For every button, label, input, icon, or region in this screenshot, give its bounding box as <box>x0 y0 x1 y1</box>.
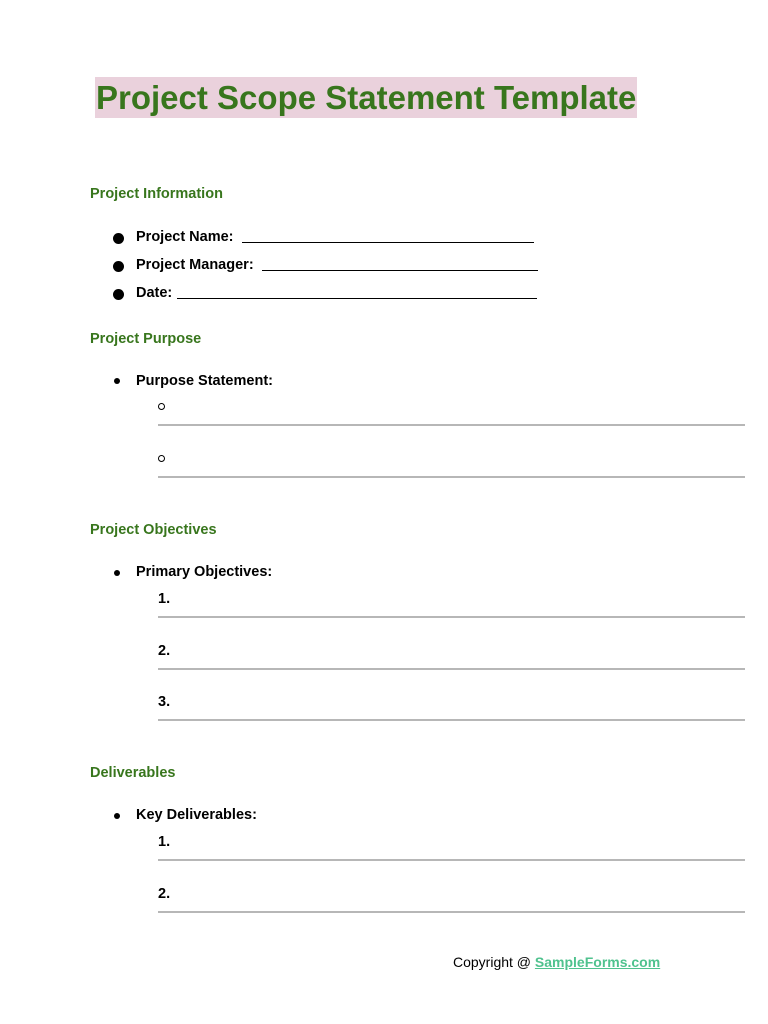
copyright-footer <box>453 953 660 971</box>
objective-line-3[interactable] <box>158 719 745 721</box>
bullet-icon <box>113 233 124 244</box>
copyright-prefix: Copyright @ <box>453 954 535 970</box>
label-project-name: Project Name: <box>136 229 234 245</box>
objective-number-3: 3. <box>158 694 171 710</box>
heading-project-objectives: Project Objectives <box>90 522 217 538</box>
objective-number-1: 1. <box>158 591 171 607</box>
sampleforms-link[interactable]: SampleForms.com <box>534 954 661 970</box>
objective-line-2[interactable] <box>158 668 745 670</box>
purpose-line-1[interactable] <box>158 424 745 426</box>
heading-project-purpose: Project Purpose <box>90 331 202 347</box>
label-date: Date: <box>136 285 173 301</box>
circle-bullet-icon <box>158 455 165 462</box>
bullet-icon <box>114 570 120 576</box>
label-key-deliverables: Key Deliverables: <box>136 807 257 823</box>
deliverable-line-1[interactable] <box>158 859 745 861</box>
label-project-manager: Project Manager: <box>136 257 254 273</box>
project-manager-blank[interactable] <box>262 270 538 271</box>
deliverable-line-2[interactable] <box>158 911 745 913</box>
heading-deliverables: Deliverables <box>90 765 176 781</box>
label-primary-objectives: Primary Objectives: <box>136 564 273 580</box>
page-title: Project Scope Statement Template <box>96 79 637 116</box>
date-blank[interactable] <box>177 298 537 299</box>
deliverable-number-2: 2. <box>158 886 171 902</box>
project-name-blank[interactable] <box>242 242 534 243</box>
purpose-line-2[interactable] <box>158 476 745 478</box>
label-purpose-statement: Purpose Statement: <box>136 373 273 389</box>
bullet-icon <box>113 261 124 272</box>
objective-number-2: 2. <box>158 643 171 659</box>
circle-bullet-icon <box>158 403 165 410</box>
bullet-icon <box>114 378 120 384</box>
objective-line-1[interactable] <box>158 616 745 618</box>
bullet-icon <box>113 289 124 300</box>
deliverable-number-1: 1. <box>158 834 171 850</box>
bullet-icon <box>114 813 120 819</box>
heading-project-information: Project Information <box>90 186 223 202</box>
